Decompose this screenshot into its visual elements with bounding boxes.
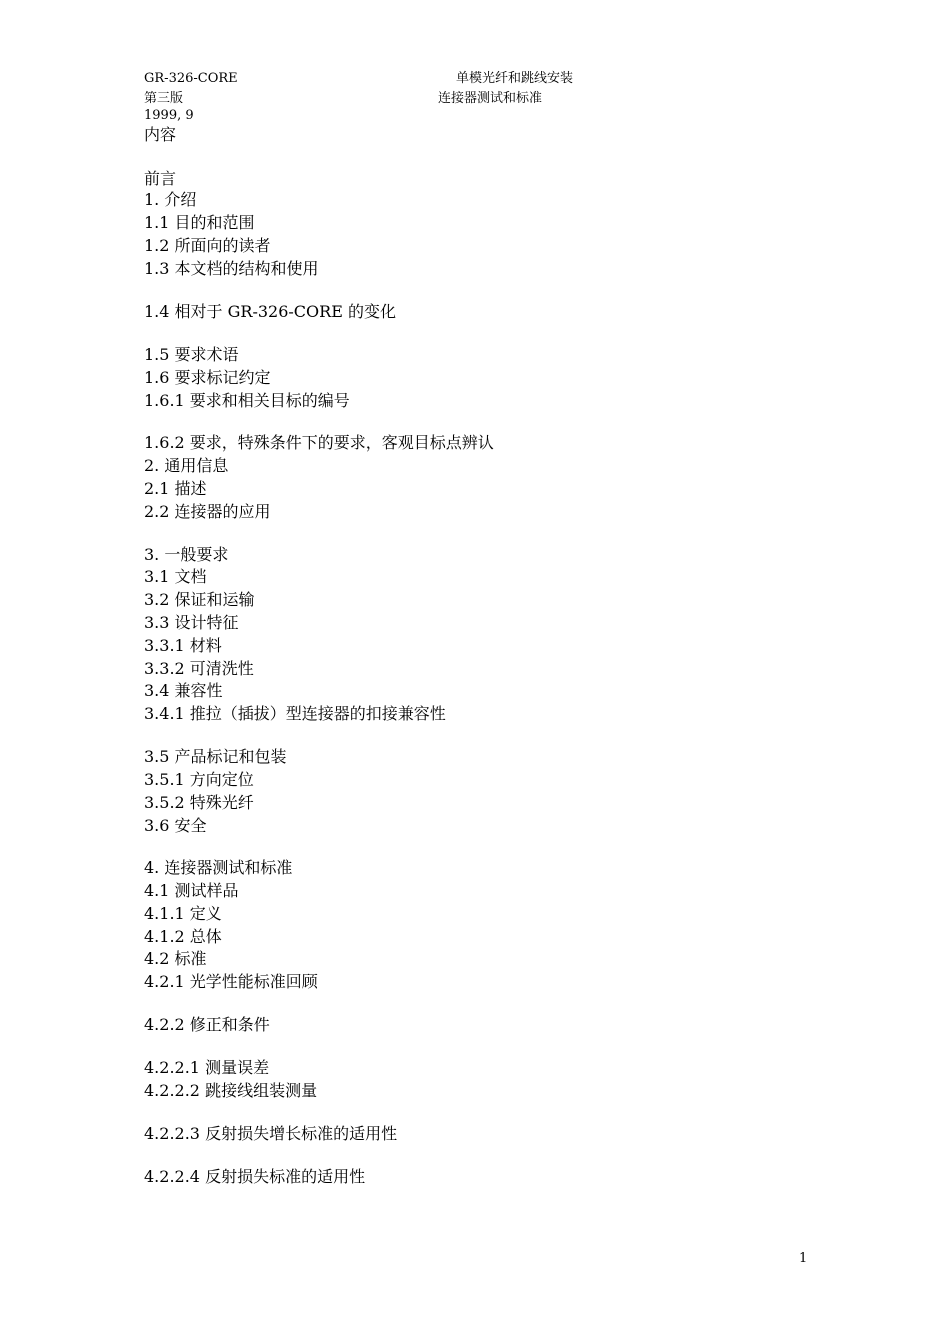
toc-item: 2. 通用信息 bbox=[144, 456, 229, 475]
toc-item: 4.1.1 定义 bbox=[144, 904, 222, 923]
toc-item: 4.2.2 修正和条件 bbox=[144, 1015, 270, 1034]
toc-item: 4.2.2.4 反射损失标准的适用性 bbox=[144, 1167, 366, 1186]
toc-item: 3. 一般要求 bbox=[144, 545, 229, 564]
toc-item: 1.5 要求术语 bbox=[144, 345, 239, 364]
toc-item: 4.1.2 总体 bbox=[144, 927, 222, 946]
toc-item: 3.5.2 特殊光纤 bbox=[144, 793, 254, 812]
toc-item: 3.2 保证和运输 bbox=[144, 590, 255, 609]
toc-item: 1.2 所面向的读者 bbox=[144, 236, 271, 255]
toc-item: 2.2 连接器的应用 bbox=[144, 502, 271, 521]
header-document-id: GR-326-CORE bbox=[144, 71, 238, 86]
header-title-line-2: 连接器测试和标准 bbox=[438, 91, 543, 106]
toc-item: 3.4 兼容性 bbox=[144, 681, 223, 700]
toc-heading: 内容 bbox=[144, 125, 177, 144]
toc-item: 1.6.1 要求和相关目标的编号 bbox=[144, 391, 350, 410]
page-number: 1 bbox=[799, 1251, 808, 1266]
header-edition: 第三版 bbox=[144, 91, 184, 106]
toc-item: 4. 连接器测试和标准 bbox=[144, 858, 293, 877]
toc-item: 4.2.2.2 跳接线组装测量 bbox=[144, 1081, 318, 1100]
toc-item: 3.5.1 方向定位 bbox=[144, 770, 254, 789]
header-date: 1999, 9 bbox=[144, 108, 194, 123]
toc-item: 4.1 测试样品 bbox=[144, 881, 239, 900]
toc-item: 2.1 描述 bbox=[144, 479, 207, 498]
toc-item: 1.6 要求标记约定 bbox=[144, 368, 271, 387]
toc-item: 前言 bbox=[144, 169, 177, 188]
toc-item: 3.4.1 推拉（插拔）型连接器的扣接兼容性 bbox=[144, 704, 446, 723]
toc-item: 1. 介绍 bbox=[144, 190, 197, 209]
toc-item: 3.3.1 材料 bbox=[144, 636, 222, 655]
toc-item: 1.1 目的和范围 bbox=[144, 213, 255, 232]
toc-item: 3.3 设计特征 bbox=[144, 613, 239, 632]
toc-item: 4.2 标准 bbox=[144, 949, 207, 968]
toc-item: 1.6.2 要求，特殊条件下的要求，客观目标点辨认 bbox=[144, 433, 494, 452]
toc-item: 4.2.2.1 测量误差 bbox=[144, 1058, 270, 1077]
toc-item: 3.5 产品标记和包装 bbox=[144, 747, 287, 766]
toc-item: 3.1 文档 bbox=[144, 567, 207, 586]
toc-item: 4.2.2.3 反射损失增长标准的适用性 bbox=[144, 1124, 398, 1143]
toc-item: 1.3 本文档的结构和使用 bbox=[144, 259, 319, 278]
toc-item: 4.2.1 光学性能标准回顾 bbox=[144, 972, 318, 991]
toc-item: 3.3.2 可清洗性 bbox=[144, 659, 254, 678]
toc-item: 1.4 相对于 GR-326-CORE 的变化 bbox=[144, 302, 396, 321]
header-title-line-1: 单模光纤和跳线安装 bbox=[456, 71, 574, 86]
toc-item: 3.6 安全 bbox=[144, 816, 207, 835]
